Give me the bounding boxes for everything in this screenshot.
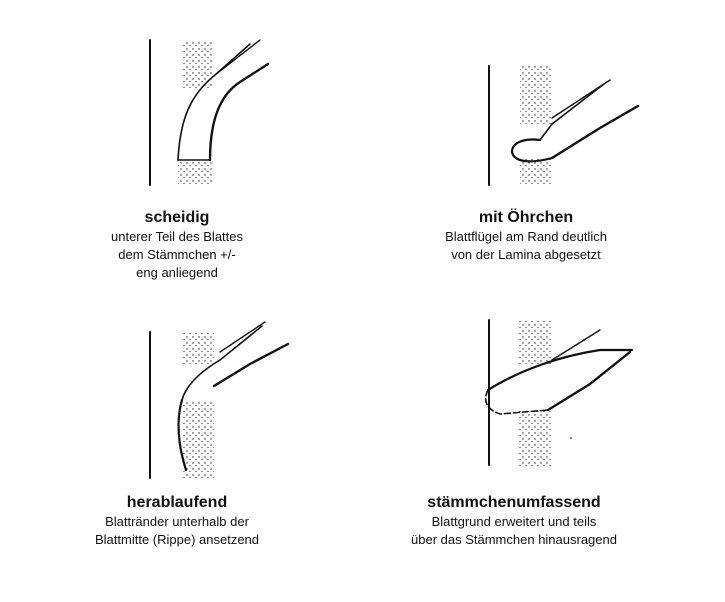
caption-line: dem Stämmchen +/-: [118, 247, 236, 262]
caption-staemmchenumfassend: [364, 493, 664, 549]
caption-title: stämmchenumfassend: [427, 494, 601, 511]
caption-line: über das Stämmchen hinausragend: [411, 532, 617, 547]
speck: [570, 437, 572, 439]
caption-line: Blattflügel am Rand deutlich: [445, 229, 607, 244]
caption-herablaufend: [27, 493, 327, 549]
caption-scheidig: [27, 208, 327, 282]
caption-title: herablaufend: [126, 494, 228, 511]
stem-stipple-upper: [518, 320, 552, 364]
caption-line: unterer Teil des Blattes: [111, 229, 243, 244]
caption-line: eng anliegend: [136, 265, 218, 280]
caption-title: scheidig: [144, 209, 210, 226]
leaf-upper-edge: [488, 350, 632, 390]
caption-line: Blattränder unterhalb der: [105, 514, 249, 529]
stem-stipple-lower: [518, 410, 552, 466]
caption-line: Blattmitte (Rippe) ansetzend: [94, 532, 260, 547]
caption-title: mit Öhrchen: [478, 209, 574, 226]
leaf-lower-edge: [548, 352, 630, 410]
caption-line: von der Lamina abgesetzt: [451, 247, 601, 262]
caption-line: Blattgrund erweitert und teils: [431, 514, 597, 529]
caption-mit-oehrchen: [376, 208, 676, 264]
